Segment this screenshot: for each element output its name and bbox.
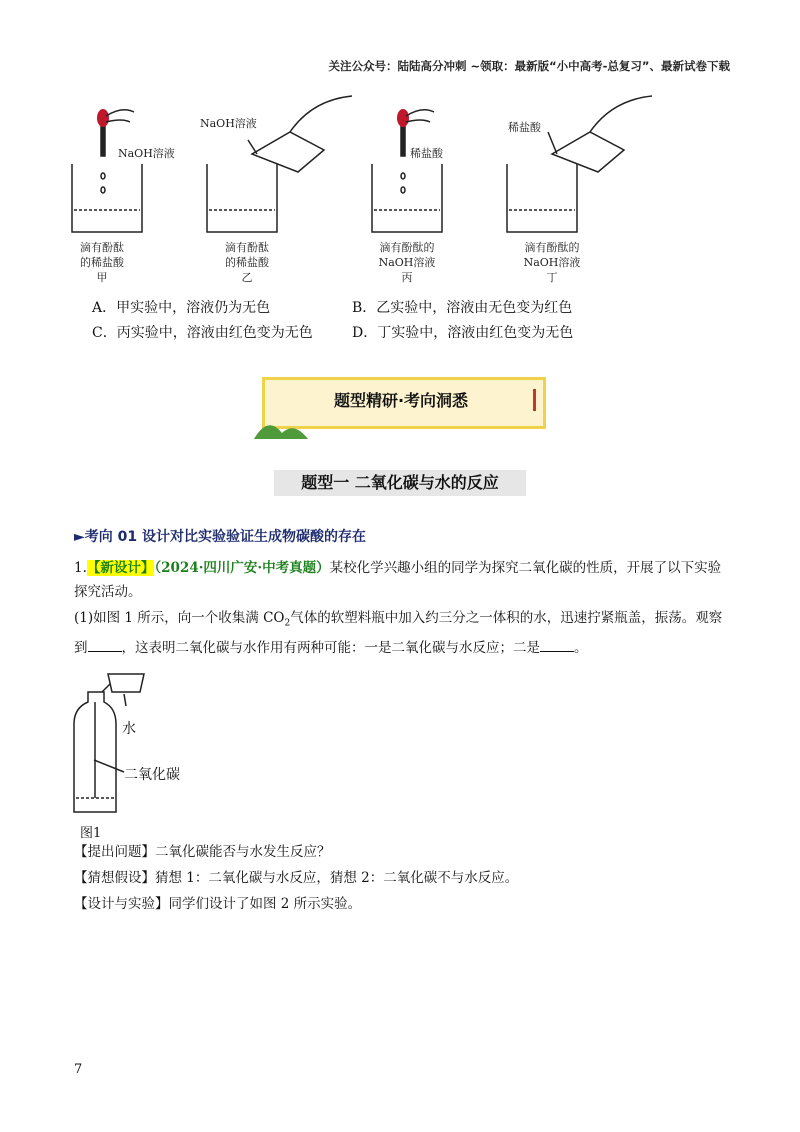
option-b: B．乙实验中，溶液由无色变为红色 xyxy=(352,300,573,316)
caption-jia: 滴有酚酞 的稀盐酸 甲 xyxy=(80,241,124,284)
question-part1: (1)如图 1 所示，向一个收集满 $CO_2$气体的软塑料瓶中加入约三分之一体积的水，迅速拧紧瓶盖，振荡。观察到 ，这表明二氧化碳与水作用有两种可能：一是二氧化碳与水反应；二是 。 xyxy=(74,610,723,656)
page-number: 7 xyxy=(74,1062,83,1077)
hcl-label-2: 稀盐酸 xyxy=(508,121,541,134)
answer-blank-2[interactable] xyxy=(540,637,574,652)
triangle-icon: ► xyxy=(74,529,85,545)
naoh-label-2: NaOH溶液 xyxy=(200,117,257,130)
source-tag: （2024·四川广安·中考真题） xyxy=(154,560,330,576)
page-header: 关注公众号：陆陆高分冲刺 ~领取：最新版“小中高考-总复习”、最新试卷下载 xyxy=(328,59,730,73)
line-guess: 【猜想假设】猜想 1：二氧化碳与水反应，猜想 2：二氧化碳不与水反应。 xyxy=(74,870,519,886)
experiment-figure xyxy=(62,92,662,292)
bottle-illustration xyxy=(64,672,214,822)
option-a: A．甲实验中，溶液仍为无色 xyxy=(92,300,271,316)
figure-1-caption: 图1 xyxy=(80,826,102,841)
caption-yi: 滴有酚酞 的稀盐酸 乙 xyxy=(225,241,269,284)
option-c: C．丙实验中，溶液由红色变为无色 xyxy=(92,325,313,341)
caption-ding: 滴有酚酞的 NaOH溶液 丁 xyxy=(523,241,581,284)
caption-bing: 滴有酚酞的 NaOH溶液 丙 xyxy=(378,241,436,284)
figure-1 xyxy=(64,672,214,842)
line-design: 【设计与实验】同学们设计了如图 2 所示实验。 xyxy=(74,896,362,912)
option-d: D．丁实验中，溶液由红色变为无色 xyxy=(352,325,574,341)
type-title: 题型一 二氧化碳与水的反应 xyxy=(274,470,526,496)
naoh-label-1: NaOH溶液 xyxy=(118,147,175,160)
water-label: 水 xyxy=(122,721,136,737)
hills-icon xyxy=(252,413,312,439)
question-stem: 1.【新设计】（2024·四川广安·中考真题）某校化学兴趣小组的同学为探究二氧化碳的性质，开展了以下实验探究活动。 xyxy=(74,560,722,600)
banner-title: 题型精研·考向洞悉 xyxy=(333,391,469,410)
co2-label: 二氧化碳 xyxy=(124,767,180,783)
beakers-illustration xyxy=(62,92,662,242)
line-ask: 【提出问题】二氧化碳能否与水发生反应？ xyxy=(74,844,331,860)
kaoxiang-heading: ►考向 01 设计对比实验验证生成物碳酸的存在 xyxy=(74,529,367,545)
section-banner xyxy=(256,373,546,435)
new-design-tag: 【新设计】 xyxy=(86,560,155,576)
hcl-label-1: 稀盐酸 xyxy=(410,147,443,160)
answer-blank-1[interactable] xyxy=(88,637,122,652)
